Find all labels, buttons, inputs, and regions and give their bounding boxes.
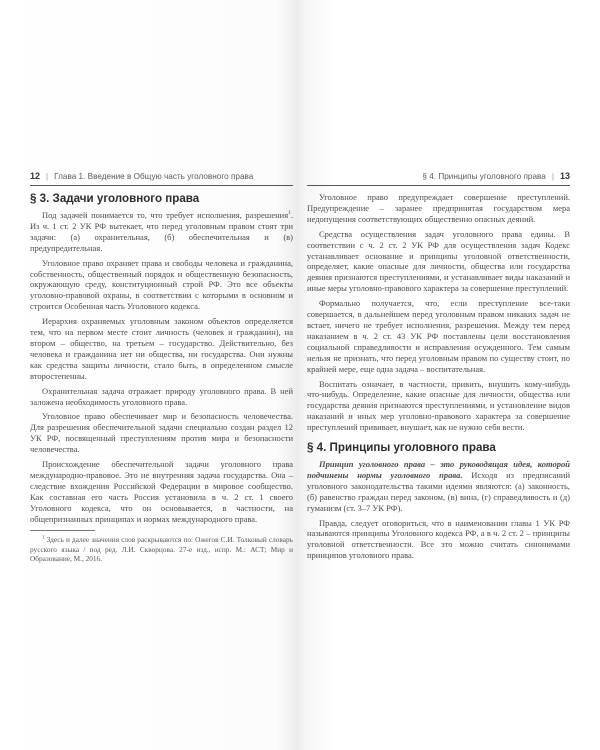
footnote-rule (30, 530, 95, 531)
paragraph: Правда, следует оговориться, что в наименовании главы 1 УК РФ называются принципы Уголовного кодекса РФ, а в ч. 2 ст. 2 – принципы уголовной ответственности. Все это можно считать синонимами принципов уголовного права. (307, 517, 570, 561)
right-running-header: § 4. Принципы уголовного права (422, 171, 546, 181)
left-running-header: Глава 1. Введение в Общую часть уголовного права (54, 171, 254, 181)
paragraph: Уголовное право охраняет права и свободы человека и гражданина, собственность, общественный порядок и общественную безопасность, окружающую среду, конституционный строй РФ. Это все объекты уголовно-правовой охраны, в соответствии с которыми в основном и строится Особенная часть Уголовного кодекса. (30, 257, 293, 312)
right-page-number: 13 (559, 171, 570, 181)
right-page-header (307, 168, 570, 184)
right-page-body (307, 192, 570, 565)
paragraph: Формально получается, что, если преступление все-таки совершается, в дальнейшем перед уголовным правом никаких задач не встает, ничего не требует исполнения, разрешения. Между тем перед наказанием в ч. 2 ст. 43 УК РФ поставлены цели восстановления социальной справедливости и исправления осужденного. Тем самым нельзя не признать, что перед уголовным правом по существу стоит, по крайней мере, еще одна задача – воспитательная. (307, 298, 570, 374)
header-separator: | (46, 171, 49, 181)
paragraph: Воспитать означает, в частности, привить, внушить кому-нибудь что-нибудь. Определение, какие опасные для личности, общества или государства деяния признаются преступлениями, и установление видов наказаний и иных мер уголовно-правового характера за совершение преступлений прививает, внушает, как не нужно себя вести. (307, 378, 570, 433)
left-header-rule (30, 185, 293, 186)
paragraph: Принцип уголовного права – это руководящая идея, которой подчинены нормы уголовного права. Исходя из предписаний уголовного законодательства такими идеями являются: (а) законность, (б) равенство граждан перед законом, (в) вина, (г) справедливость и (д) гуманизм (ст. 3–7 УК РФ). (307, 459, 570, 513)
paragraph: Уголовное право предупреждает совершение преступлений. Предупреждение – заранее предпринятая государством мера недопущения соответствующих общественно опасных деяний. (307, 192, 570, 224)
footnote-marker: 1 (288, 210, 291, 217)
section-3-title: § 3. Задачи уголовного права (30, 192, 200, 205)
right-header-rule (307, 185, 570, 186)
paragraph: Уголовное право обеспечивает мир и безопасность человечества. Для разрешения обеспечительной задачи специально создан раздел 12 УК РФ, посвященный преступлениям против мира и безопасности человечества. (30, 411, 293, 455)
paragraph: Средства осуществления задач уголовного права едины. В соответствии с ч. 2 ст. 2 УК РФ для осуществления задач Кодекс устанавливает основание и принципы уголовной ответственности, определяет, какие опасные для личности, общества или государства деяния признаются преступлениями, и устанавливает виды наказаний и иные меры уголовно-правового характера за совершение преступлений. (307, 228, 570, 294)
paragraph: Под задачей понимается то, что требует исполнения, разрешения$^1$. Из ч. 1 ст. 2 УК РФ вытекает, что перед уголовным правом стоят три задачи: (а) охранительная, (б) обеспечительная и (в) предупредительная. (30, 210, 293, 253)
left-page-header (30, 168, 293, 184)
left-page-number: 12 (30, 171, 41, 181)
footnote: $^1$ Здесь и далее значения слов раскрываются по: Ожегов С.И. Толковый словарь русского языка / под ред. Л.И. Скворцова. 27-е изд., испр. М.: АСТ; Мир и Образование, М., 2016. (30, 535, 293, 564)
paragraph: Охранительная задача отражает природу уголовного права. В ней заложена необходимость уголовного права. (30, 385, 293, 407)
header-separator: | (551, 171, 554, 181)
paragraph: Иерархия охраняемых уголовным законом объектов определяется тем, что на первом месте стоит личность (человек и гражданин), на втором – общество, на третьем – государство. Действительно, без человека и гражданина нет ни общества, ни государства. Они нужны как средства защиты личности, стало быть, в определенном смысле второстепенны. (30, 316, 293, 381)
paragraph: Происхождение обеспечительной задачи уголовного права международно-правовое. Это не внутренняя задача государства. Она – следствие вхождения Российской Федерации в мировое сообщество. Как составная его часть Россия установила в ч. 2 ст. 1 своего Уголовного кодекса, что он основывается, в частности, на общепризнанных принципах и нормах международного права. (30, 459, 293, 524)
section-4-title: § 4. Принципы уголовного права (307, 441, 496, 455)
principle-definition: Принцип уголовного права – это руководящая идея, которой подчинены нормы уголовного права. (307, 459, 570, 480)
left-page-body (30, 192, 293, 563)
